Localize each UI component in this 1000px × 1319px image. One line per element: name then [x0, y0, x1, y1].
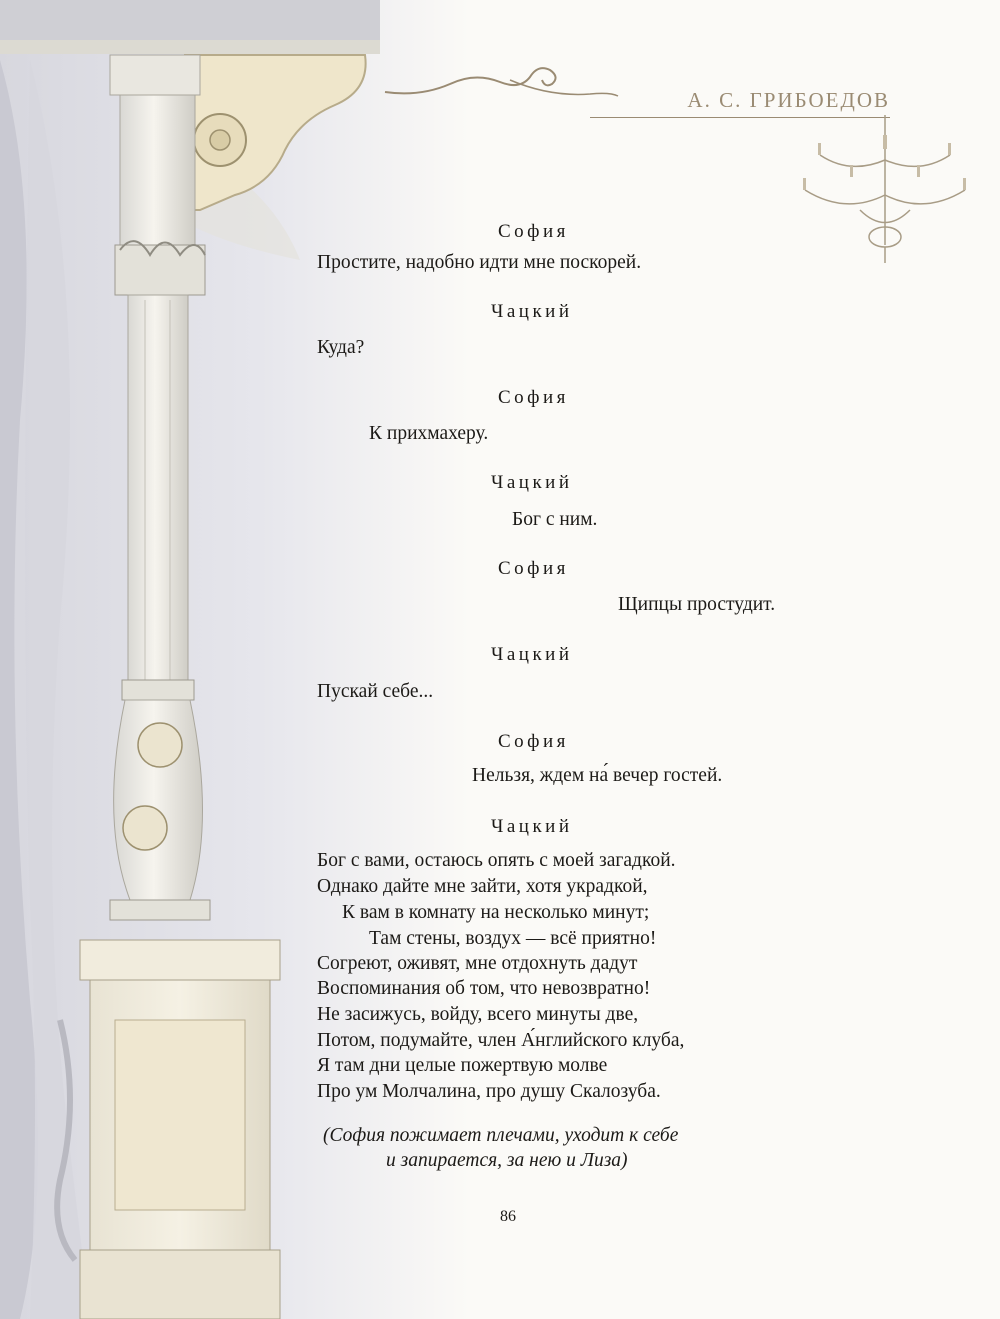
verse-line: Куда?	[317, 337, 365, 358]
speaker-name: Чацкий	[491, 816, 573, 837]
verse-line: Пускай себе...	[317, 681, 434, 702]
speaker-name: София	[498, 387, 569, 408]
verse-line: Про ум Молчалина, про душу Скалозуба.	[317, 1081, 661, 1102]
speaker-name: Чацкий	[491, 472, 573, 493]
verse-line: Воспоминания об том, что невозвратно!	[317, 978, 651, 999]
speaker-name: София	[498, 731, 569, 752]
verse-line: Бог с вами, остаюсь опять с моей загадкой.	[317, 850, 676, 871]
speaker-name: София	[498, 558, 569, 579]
stage-direction-line: (София пожимает плечами, уходит к себе	[323, 1125, 679, 1146]
verse-line: Там стены, воздух — всё приятно!	[369, 928, 657, 949]
verse-line: Нельзя, ждем на́ вечер гостей.	[472, 765, 723, 786]
verse-line: Щипцы простудит.	[618, 594, 776, 615]
verse-line: К прихмахеру.	[369, 423, 489, 444]
page-number: 86	[500, 1208, 516, 1225]
verse-line: Потом, подумайте, член А́нглийского клуба,	[317, 1030, 685, 1051]
speaker-name: София	[498, 221, 569, 242]
chandelier-illustration	[800, 115, 970, 265]
running-header-author: А. С. ГРИБОЕДОВ	[687, 88, 890, 112]
verse-line: Бог с ним.	[512, 509, 598, 530]
verse-line: Не засижусь, войду, всего минуты две,	[317, 1004, 639, 1025]
ornament-swirl	[380, 52, 620, 102]
column-illustration	[0, 0, 470, 1319]
verse-line: Однако дайте мне зайти, хотя украдкой,	[317, 876, 648, 897]
verse-line: Я там дни целые пожертвую молве	[317, 1055, 608, 1076]
speaker-name: Чацкий	[491, 301, 573, 322]
verse-line: Простите, надобно идти мне поскорей.	[317, 252, 642, 273]
verse-line: К вам в комнату на несколько минут;	[342, 902, 650, 923]
speaker-name: Чацкий	[491, 644, 573, 665]
stage-direction-line: и запирается, за нею и Лиза)	[386, 1150, 628, 1171]
verse-line: Согреют, оживят, мне отдохнуть дадут	[317, 953, 638, 974]
